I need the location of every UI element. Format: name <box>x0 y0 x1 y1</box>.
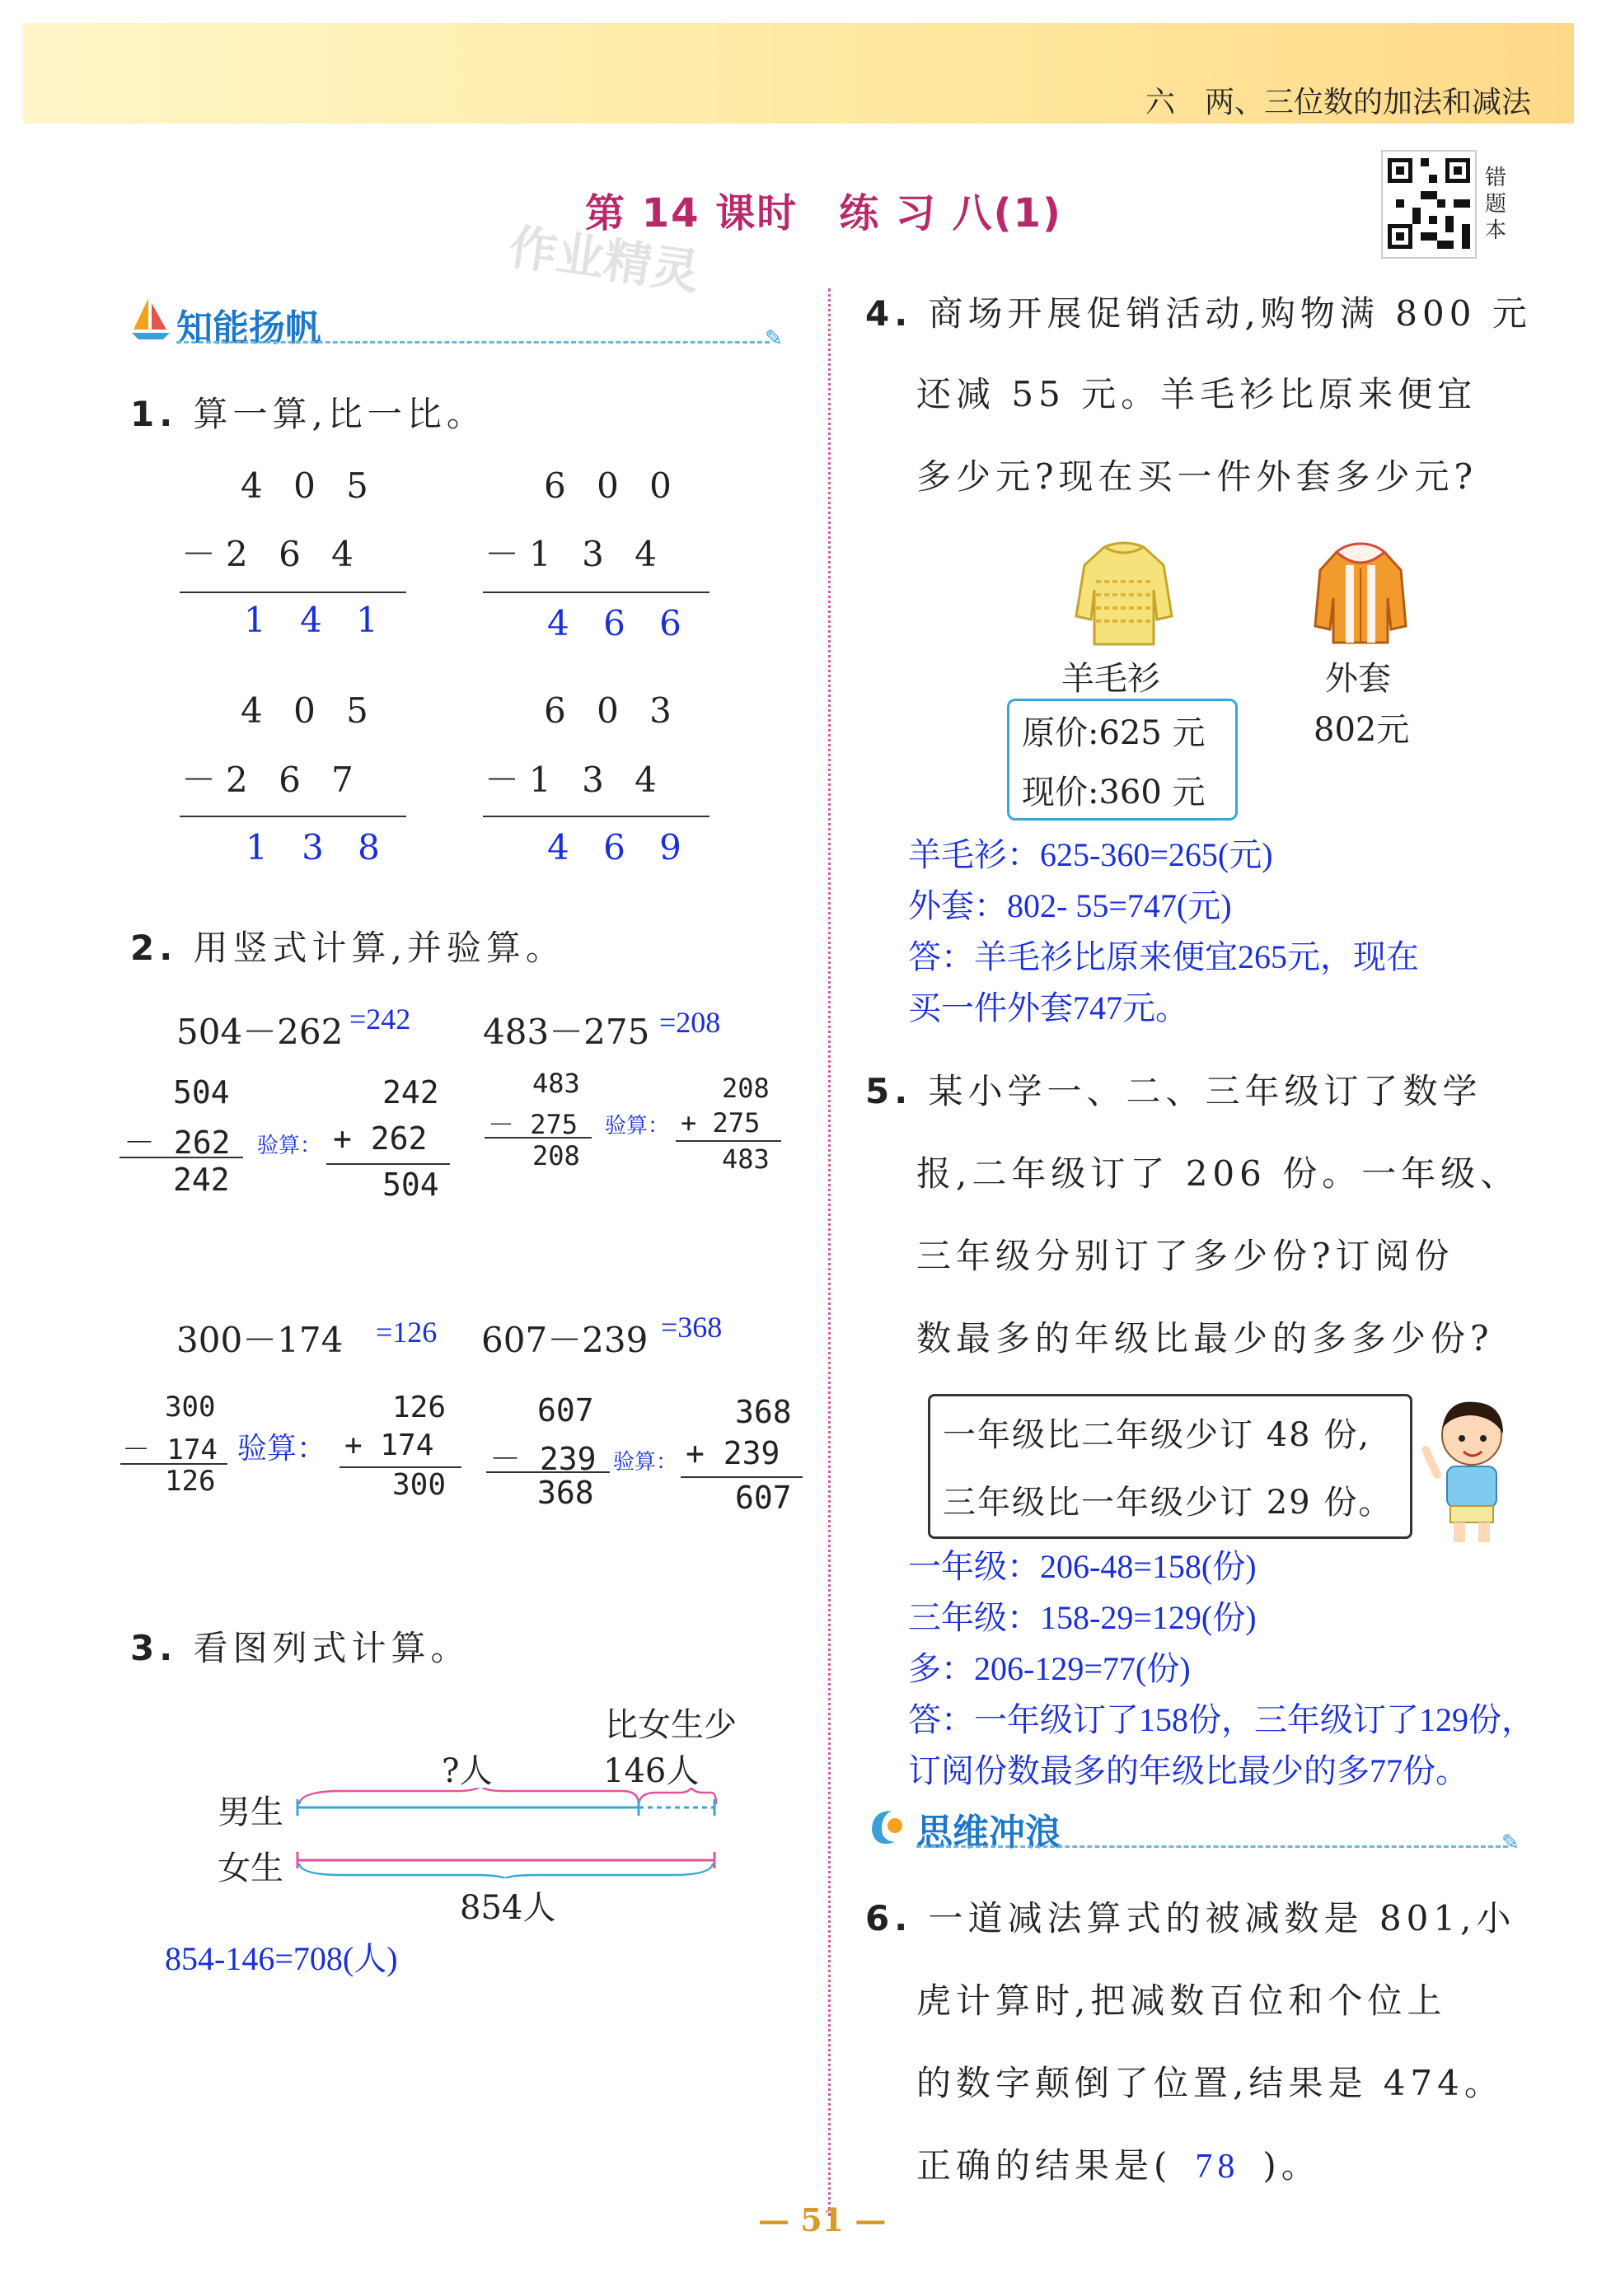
q2-i2-ctop: 208 <box>722 1073 770 1104</box>
q2-i4-expr: 607－239 <box>481 1320 649 1360</box>
section-skills: 知能扬帆 <box>176 307 321 349</box>
q5-ans-2: 三年级：158-29=129(份) <box>908 1599 1257 1636</box>
q2-i1-cline <box>326 1163 450 1165</box>
q5-ans-5: 订阅份数最多的年级比最少的多77份。 <box>908 1752 1468 1789</box>
q2-i3-vresult: 126 <box>165 1465 216 1498</box>
chapter-title: 六 两、三位数的加法和减法 <box>1145 86 1531 119</box>
q6-line-1: 6. 一道减法算式的被减数是 801,小 <box>865 1898 1516 1938</box>
q1-p4-bottom: －1 3 4 <box>485 760 667 800</box>
q3-less-label: 比女生少 <box>605 1706 737 1744</box>
q4-ans-1: 羊毛衫：625-360=265(元) <box>908 836 1273 873</box>
sail-icon <box>130 297 171 344</box>
q5-ans-3: 多：206-129=77(份) <box>908 1650 1191 1687</box>
pencil-icon: ✎ <box>765 326 783 351</box>
now-price: 现价:360 元 <box>1022 774 1206 811</box>
q1-p2-bottom: －1 3 4 <box>485 534 667 574</box>
section-underline-2 <box>916 1845 1508 1848</box>
q4-line-1: 4. 商场开展促销活动,购物满 800 元 <box>865 293 1532 334</box>
q5-ans-1: 一年级：206-48=158(份) <box>908 1548 1257 1585</box>
q1-p3-line <box>180 816 406 817</box>
q1-p4-line <box>483 816 710 817</box>
q1-p1-answer: 1 4 1 <box>244 600 390 640</box>
coat-image <box>1312 540 1409 652</box>
boy-image <box>1414 1392 1521 1550</box>
q1-p3-top: 4 0 5 <box>241 690 378 731</box>
coat-price: 802元 <box>1314 711 1410 749</box>
page-title: 第 14 课时 练 习 八(1) <box>585 190 1062 236</box>
section-underline <box>176 341 770 344</box>
q4-ans-2: 外套：802- 55=747(元) <box>908 887 1232 924</box>
q1-p4-top: 6 0 3 <box>544 690 681 731</box>
q1-p3-bottom: －2 6 7 <box>181 760 363 800</box>
q2-i2-cresult: 483 <box>722 1143 770 1175</box>
q1-p2-answer: 4 6 6 <box>547 603 693 643</box>
q5-line-2: 报,二年级订了 206 份。一年级、 <box>916 1153 1520 1194</box>
q3-total: 854人 <box>460 1889 556 1927</box>
page-number: — 51 — <box>758 2201 887 2238</box>
watermark: 作业精灵 <box>505 218 703 301</box>
q2-i1-vline <box>119 1157 243 1158</box>
q3-answer: 854-146=708(人) <box>165 1940 398 1977</box>
q5-line-1: 5. 某小学一、二、三年级订了数学 <box>865 1071 1482 1111</box>
q2-i4-cbottom: + 239 <box>686 1435 780 1471</box>
q2-i3-vbottom: － 174 <box>122 1433 218 1466</box>
q6-line-3: 的数字颠倒了位置,结果是 474。 <box>916 2063 1504 2103</box>
q3-girls-label: 女生 <box>218 1849 283 1887</box>
qr-label: 错题本 <box>1485 166 1507 243</box>
q2-i4-vresult: 368 <box>537 1475 594 1511</box>
q5-ans-4: 答：一年级订了158份，三年级订了129份， <box>908 1701 1534 1738</box>
q6-line-4: 正确的结果是( 78 )。 <box>916 2145 1321 2186</box>
q3-boys-label: 男生 <box>218 1793 283 1831</box>
sweater-image <box>1071 540 1177 652</box>
bubble-line-1: 一年级比二年级少订 48 份, <box>943 1416 1371 1454</box>
q2-i1-vresult: 242 <box>173 1162 230 1198</box>
q1-p1-line <box>180 592 406 593</box>
q2-i2-vline <box>485 1137 592 1139</box>
q3-less-value: 146人 <box>603 1752 700 1790</box>
q2-i4-check-label: 验算： <box>613 1450 678 1474</box>
q2-i4-vline <box>486 1471 610 1473</box>
q5-line-3: 三年级分别订了多少份?订阅份 <box>916 1236 1454 1276</box>
pencil-icon-2: ✎ <box>1501 1831 1520 1855</box>
q2-i4-vbottom: － 239 <box>489 1441 597 1477</box>
q2-i2-result: =208 <box>659 1006 721 1039</box>
q2-i2-cline <box>676 1140 781 1142</box>
q2-i1-cbottom: + 262 <box>333 1120 428 1157</box>
bubble-line-2: 三年级比一年级少订 29 份。 <box>943 1484 1393 1522</box>
q2-i1-check-label: 验算： <box>257 1134 322 1157</box>
q6-line-2: 虎计算时,把减数百位和个位上 <box>916 1980 1447 2021</box>
q2-i4-cresult: 607 <box>735 1480 792 1516</box>
q2-i2-cbottom: + 275 <box>681 1107 761 1139</box>
q2-i2-expr: 483－275 <box>483 1012 650 1052</box>
q2-i1-vtop: 504 <box>173 1074 230 1111</box>
q2-i3-cbottom: + 174 <box>344 1429 434 1462</box>
sweater-label: 羊毛衫 <box>1061 660 1160 698</box>
q2-i2-vbottom: － 275 <box>488 1109 578 1140</box>
qr-code[interactable] <box>1381 150 1477 259</box>
q1-p1-bottom: －2 6 4 <box>181 534 363 574</box>
q2-i2-check-label: 验算： <box>605 1114 670 1138</box>
q2-i1-ctop: 242 <box>382 1074 439 1111</box>
q1-p3-answer: 1 3 8 <box>246 827 391 867</box>
q2-i3-cresult: 300 <box>392 1468 447 1502</box>
q1-p1-top: 4 0 5 <box>241 465 378 506</box>
coat-label: 外套 <box>1325 660 1391 698</box>
q3-line-diagram <box>293 1788 721 1878</box>
surf-icon <box>867 1806 911 1854</box>
section-thinking: 思维冲浪 <box>916 1812 1061 1854</box>
q5-line-4: 数最多的年级比最少的多多少份? <box>916 1318 1494 1358</box>
q4-line-2: 还减 55 元。羊毛衫比原来便宜 <box>916 374 1478 414</box>
q2-i1-result: =242 <box>349 1003 411 1036</box>
q2-i1-expr: 504－262 <box>176 1012 344 1052</box>
q1-text: 1. 算一算,比一比。 <box>130 394 486 434</box>
q2-i3-vtop: 300 <box>165 1391 216 1424</box>
q2-text: 2. 用竖式计算,并验算。 <box>130 928 565 968</box>
q2-i4-vtop: 607 <box>537 1392 594 1429</box>
q2-i3-ctop: 126 <box>392 1391 447 1424</box>
q1-p2-line <box>483 592 710 593</box>
qr-icon <box>1388 158 1470 249</box>
q2-i4-ctop: 368 <box>735 1394 792 1430</box>
orig-price: 原价:625 元 <box>1022 714 1206 752</box>
q2-i2-vtop: 483 <box>532 1068 580 1099</box>
column-divider <box>828 288 831 2216</box>
q2-i3-check-label: 验算： <box>237 1432 327 1465</box>
q2-i4-cline <box>681 1476 803 1478</box>
q3-text: 3. 看图列式计算。 <box>130 1628 471 1668</box>
q2-i1-cresult: 504 <box>382 1167 439 1203</box>
q1-p2-top: 6 0 0 <box>544 465 681 506</box>
q2-i2-vresult: 208 <box>532 1140 580 1171</box>
q2-i3-expr: 300－174 <box>176 1320 344 1360</box>
q2-i3-result: =126 <box>376 1316 438 1349</box>
q1-p4-answer: 4 6 9 <box>547 827 693 867</box>
q2-i1-vbottom: － 262 <box>124 1125 231 1161</box>
q4-line-3: 多少元?现在买一件外套多少元? <box>916 456 1478 497</box>
q4-ans-3: 答：羊毛衫比原来便宜265元，现在 <box>908 938 1419 975</box>
q4-ans-4: 买一件外套747元。 <box>908 989 1188 1026</box>
q3-unknown: ?人 <box>442 1752 493 1790</box>
q2-i4-result: =368 <box>661 1311 723 1344</box>
q6-answer: 78 <box>1195 2148 1240 2186</box>
